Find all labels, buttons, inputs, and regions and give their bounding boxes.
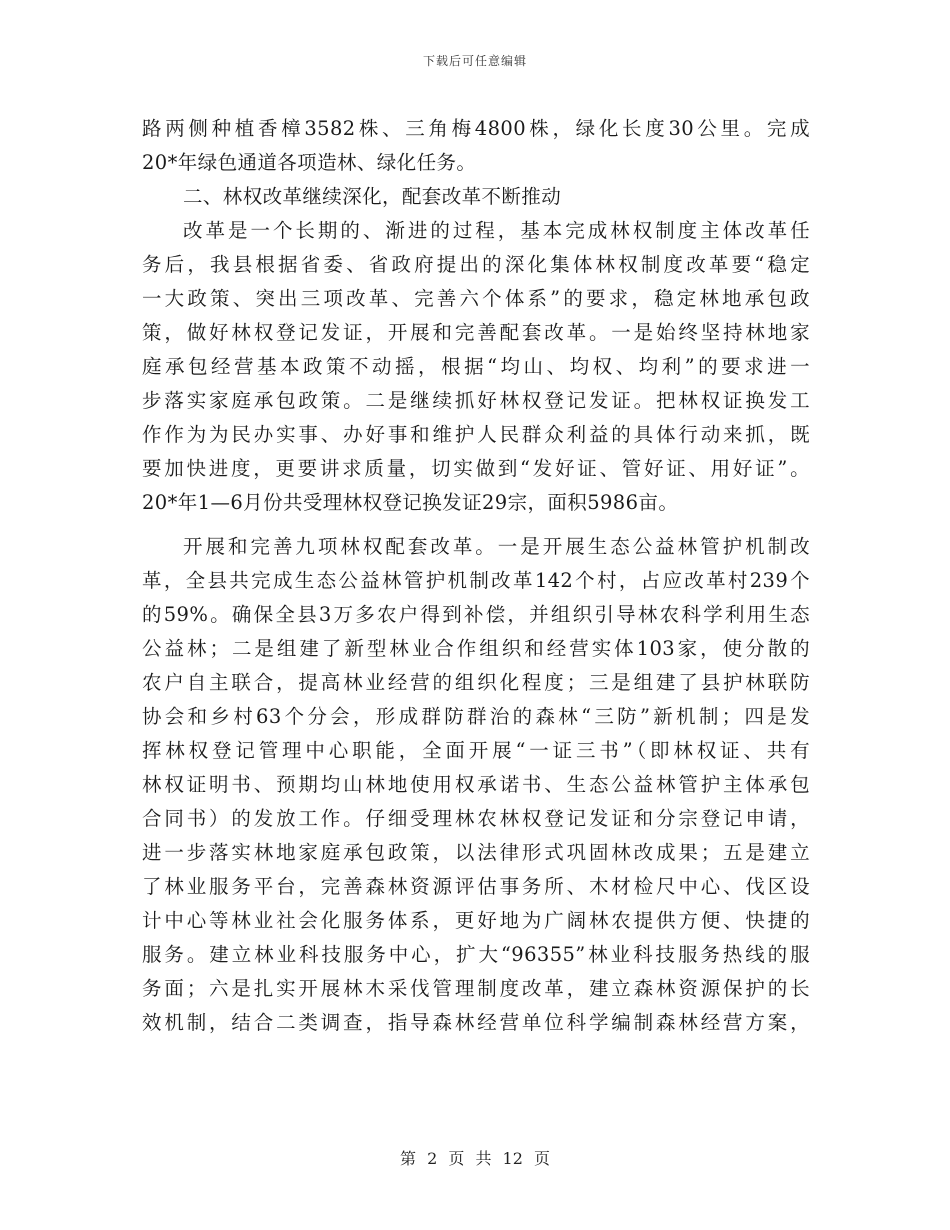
- text-line: 步落实家庭承包政策。二是继续抓好林权登记发证。把林权证换发工: [142, 389, 810, 412]
- text-line: 务面；六是扎实开展林木采伐管理制度改革，建立森林资源保护的长: [142, 977, 810, 1000]
- text-line: 20*年绿色通道各项造林、绿化任务。: [142, 151, 477, 174]
- text-line: 协会和乡村63个分会，形成群防群治的森林“三防”新机制；四是发: [142, 705, 810, 728]
- text-line: 农户自主联合，提高林业经营的组织化程度；三是组建了县护林联防: [142, 671, 810, 694]
- text-line: 进一步落实林地家庭承包政策，以法律形式巩固林改成果；五是建立: [142, 841, 810, 864]
- text-line: 效机制，结合二类调查，指导森林经营单位科学编制森林经营方案，: [142, 1011, 810, 1034]
- text-line: 路两侧种植香樟3582株、三角梅4800株，绿化长度30公里。完成: [142, 117, 810, 140]
- text-line: 要加快进度，更要讲求质量，切实做到“发好证、管好证、用好证”。: [142, 457, 810, 480]
- text-line: 庭承包经营基本政策不动摇，根据“均山、均权、均利”的要求进一: [142, 355, 810, 378]
- text-line: 改革是一个长期的、渐进的过程，基本完成林权制度主体改革任: [183, 219, 810, 242]
- text-line: 策，做好林权登记发证，开展和完善配套改革。一是始终坚持林地家: [142, 321, 810, 344]
- document-body: [142, 112, 810, 1040]
- text-line: 20*年1—6月份共受理林权登记换发证29宗，面积5986亩。: [142, 491, 679, 514]
- text-line: 二、林权改革继续深化，配套改革不断推动: [183, 185, 562, 208]
- page-number-footer: 第 2 页 共 12 页: [400, 1149, 550, 1168]
- text-line: 了林业服务平台，完善森林资源评估事务所、木材检尺中心、伐区设: [142, 875, 810, 898]
- text-line: 的59%。确保全县3万多农户得到补偿，并组织引导林农科学利用生态: [142, 603, 810, 626]
- page-header-note: 下载后可任意编辑: [422, 54, 527, 68]
- text-line: 务后，我县根据省委、省政府提出的深化集体林权制度改革要“稳定: [142, 253, 810, 276]
- text-line: 一大政策、突出三项改革、完善六个体系”的要求，稳定林地承包政: [142, 287, 810, 310]
- text-line: 计中心等林业社会化服务体系，更好地为广阔林农提供方便、快捷的: [142, 909, 810, 932]
- text-line: 合同书）的发放工作。仔细受理林农林权登记发证和分宗登记申请，: [142, 807, 810, 830]
- paragraph-gap: [142, 520, 810, 530]
- text-line: 开展和完善九项林权配套改革。一是开展生态公益林管护机制改: [183, 535, 810, 558]
- text-line: 作作为为民办实事、办好事和维护人民群众利益的具体行动来抓，既: [142, 423, 810, 446]
- text-line: 挥林权登记管理中心职能，全面开展“一证三书”（即林权证、共有: [142, 739, 810, 762]
- text-line: 革，全县共完成生态公益林管护机制改革142个村，占应改革村239个: [142, 569, 810, 592]
- text-line: 林权证明书、预期均山林地使用权承诺书、生态公益林管护主体承包: [142, 773, 810, 796]
- text-line: 公益林；二是组建了新型林业合作组织和经营实体103家，使分散的: [142, 637, 810, 660]
- text-line: 服务。建立林业科技服务中心，扩大“96355”林业科技服务热线的服: [142, 943, 810, 966]
